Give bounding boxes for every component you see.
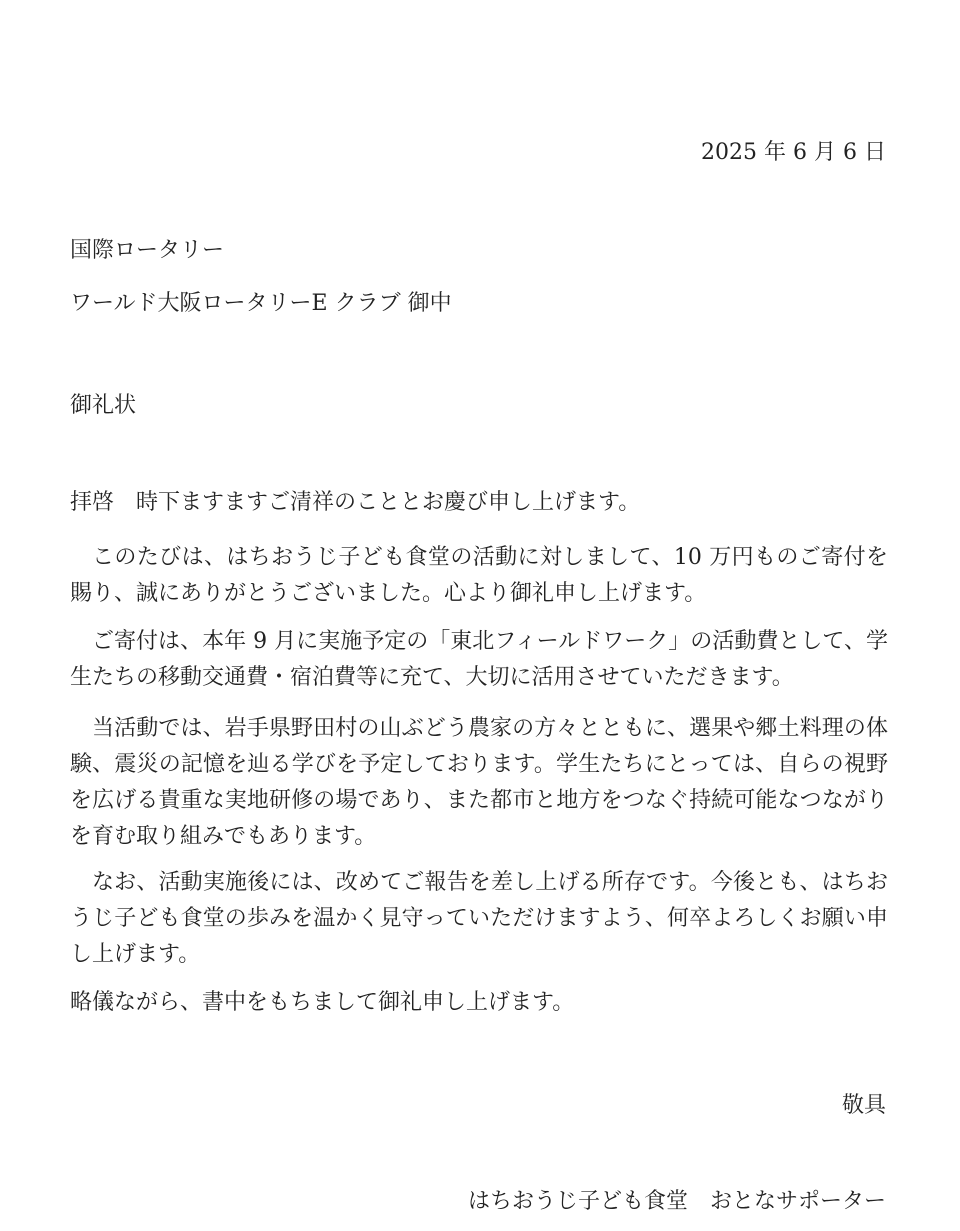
letter-date: 2025 年 6 月 6 日 [701,140,886,165]
closing-keigu: 敬具 [841,1093,886,1118]
body-paragraph-activity: 当活動では、岩手県野田村の山ぶどう農家の方々とともに、選果や郷土料理の体験、震災の記憶を辿る学びを予定しております。学生たちにとっては、自らの視野を広げる貴重な実地研修の場であり、また都市と地方をつなぐ持続可能なつながりを育む取り組みでもあります。 [70,716,888,849]
body-paragraph-donation: このたびは、はちおうじ子ども食堂の活動に対しまして、10 万円ものご寄付を賜り、誠にありがとうございました。心より御礼申し上げます。 [70,545,888,606]
recipient-organization: 国際ロータリー [70,238,225,263]
closing-sentence: 略儀ながら、書中をもちまして御礼申し上げます。 [70,990,575,1015]
sender-name: はちおうじ子ども食堂 おとなサポーター [467,1189,886,1214]
body-paragraph-usage: ご寄付は、本年 9 月に実施予定の「東北フィールドワーク」の活動費として、学生たちの移動交通費・宿泊費等に充て、大切に活用させていただきます。 [70,629,888,690]
body-paragraph-report: なお、活動実施後には、改めてご報告を差し上げる所存です。今後とも、はちおうじ子ども食堂の歩みを温かく見守っていただけますよう、何卒よろしくお願い申し上げます。 [70,870,888,967]
letter-subject: 御礼状 [70,393,137,418]
opening-greeting: 拝啓 時下ますますご清祥のこととお慶び申し上げます。 [70,490,641,515]
recipient-club: ワールド大阪ロータリーE クラブ 御中 [70,291,452,316]
